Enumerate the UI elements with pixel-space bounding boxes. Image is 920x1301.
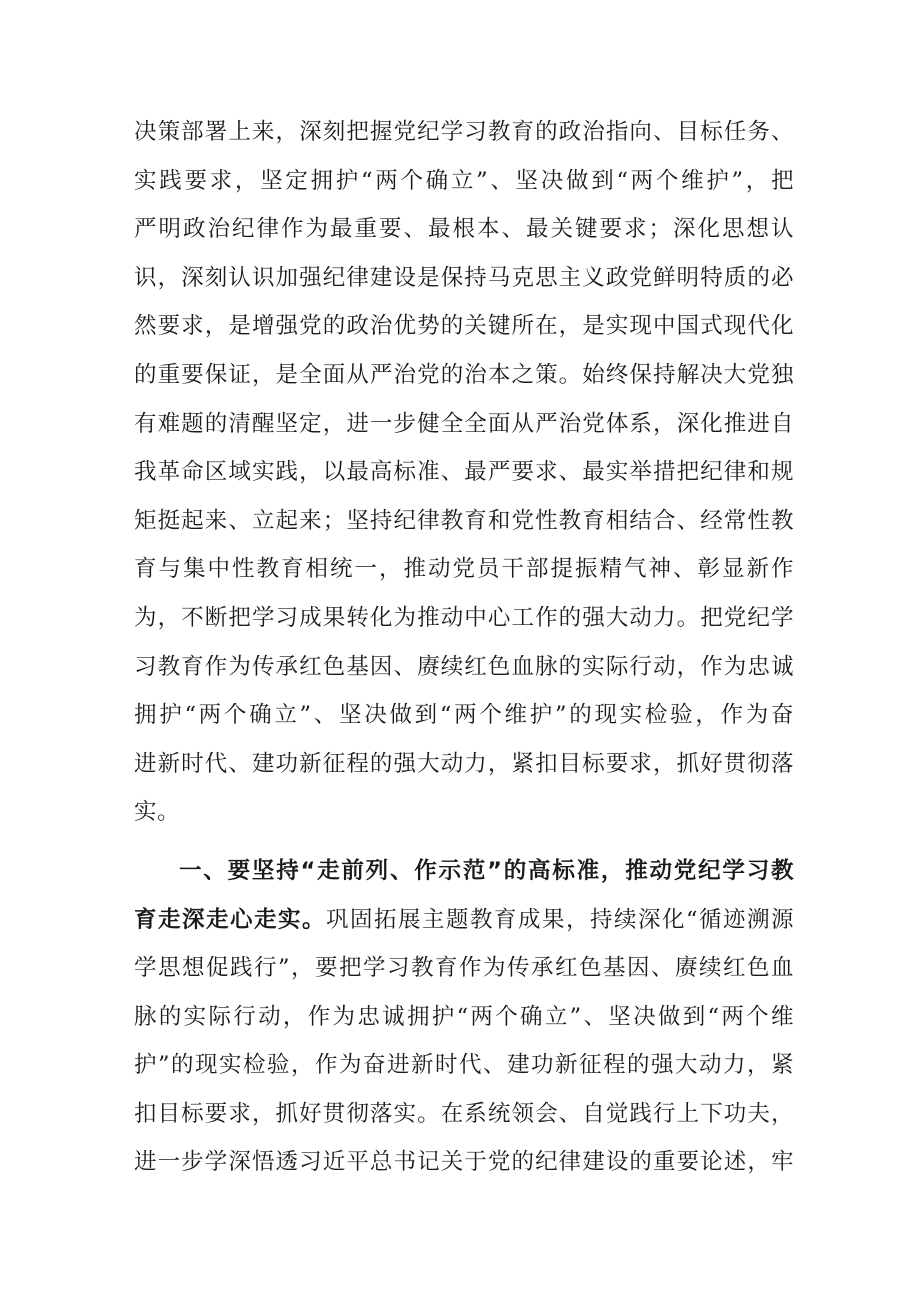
paragraph-line: 决策部署上来，深刻把握党纪学习教育的政治指向、目标任务、 (134, 119, 794, 145)
paragraph-line: 然要求，是增强党的政治优势的关键所在，是实现中国式现代化 (134, 313, 794, 340)
paragraph-line: 实践要求，坚定拥护“两个确立”、坚决做到“两个维护”，把 (134, 167, 794, 194)
section-heading: 一、要坚持“走前列、作示范”的高标准，推动党纪学习教 (179, 857, 794, 884)
paragraph-line: 扣目标要求，抓好贯彻落实。在系统领会、自觉践行上下功夫， (134, 1100, 794, 1127)
paragraph-line: 严明政治纪律作为最重要、最根本、最关键要求；深化思想认 (134, 216, 794, 243)
paragraph-line (134, 896, 794, 945)
paragraph-line: 脉的实际行动，作为忠诚拥护“两个确立”、坚决做到“两个维 (134, 1003, 794, 1030)
paragraph-line: 进新时代、建功新征程的强大动力，紧扣目标要求，抓好贯彻落 (134, 750, 794, 777)
paragraph-line: 识，深刻认识加强纪律建设是保持马克思主义政党鲜明特质的必 (134, 264, 794, 291)
paragraph-line: 我革命区域实践，以最高标准、最严要求、最实举措把纪律和规 (134, 459, 794, 486)
paragraph-gap (134, 837, 794, 847)
paragraph-text: 巩固拓展主题教育成果，持续深化“循迹溯源 (326, 906, 794, 933)
body-text (134, 108, 794, 1187)
paragraph-line: 实。 (134, 799, 181, 826)
section-heading-end: 育走深走心走实。 (134, 906, 326, 933)
paragraph-line: 育与集中性教育相统一，推动党员干部提振精气神、彰显新作 (134, 556, 794, 583)
paragraph-line: 矩挺起来、立起来；坚持纪律教育和党性教育相结合、经常性教 (134, 507, 794, 534)
paragraph-line: 有难题的清醒坚定，进一步健全全面从严治党体系，深化推进自 (134, 410, 794, 437)
paragraph-line: 拥护“两个确立”、坚决做到“两个维护”的现实检验，作为奋 (134, 702, 794, 729)
paragraph-line: 的重要保证，是全面从严治党的治本之策。始终保持解决大党独 (134, 361, 794, 388)
paragraph-line: 习教育作为传承红色基因、赓续红色血脉的实际行动，作为忠诚 (134, 653, 794, 680)
paragraph-line: 护”的现实检验，作为奋进新时代、建功新征程的强大动力，紧 (134, 1052, 794, 1079)
paragraph-line: 进一步学深悟透习近平总书记关于党的纪律建设的重要论述，牢 (134, 1149, 794, 1176)
paragraph-line: 学思想促践行”，要把学习教育作为传承红色基因、赓续红色血 (134, 955, 794, 982)
paragraph-line: 为，不断把学习成果转化为推动中心工作的强大动力。把党纪学 (134, 604, 794, 631)
